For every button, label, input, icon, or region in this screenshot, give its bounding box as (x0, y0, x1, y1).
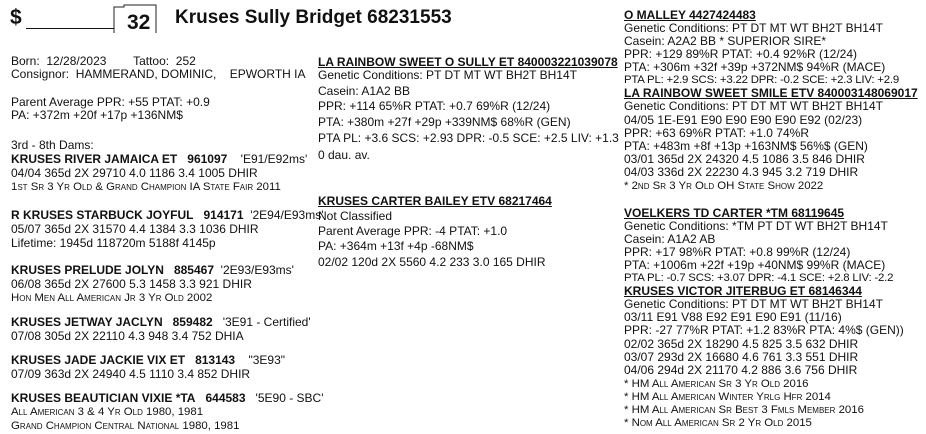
omalley-pta-pl: PTA PL: +2.9 SCS: +3.22 DPR: -0.2 SCE: +2.3 LIV: +2.9 (624, 74, 899, 86)
dam-6-reg: 644583 (205, 391, 246, 405)
omalley-ppr: PPR: +129 89%R PTAT: +0.4 92%R (12/24) (624, 47, 858, 61)
voelkers-pta-pl: PTA PL: -0.7 SCS: +3.07 DPR: -4.1 SCE: +2.8 LIV: -2.2 (624, 272, 894, 284)
dam-title: KRUSES CARTER BAILEY ETV 68217464 (318, 194, 552, 208)
parent-average-ppr: Parent Average PPR: +55 PTAT: +0.9 (11, 95, 210, 109)
born-label: Born: (11, 54, 40, 68)
dam-1-award: 1st Sr 3 Yr Old & Grand Champion IA State Fair 2011 (11, 181, 281, 193)
omalley-title: O MALLEY 4427424483 (624, 8, 756, 22)
voelkers-ppr: PPR: +17 98%R PTAT: +0.8 99%R (12/24) (624, 245, 851, 259)
dam-classified: Not Classified (318, 209, 393, 223)
dam-1-header (11, 153, 307, 166)
dam-5-record: 07/09 363d 2X 24940 4.5 1110 3.4 852 DHIR (11, 367, 251, 381)
consignor-location: EPWORTH IA (229, 67, 306, 81)
smile-title: LA RAINBOW SWEET SMILE ETV 840003148069017 (624, 86, 918, 100)
smile-pta: PTA: +483m +8f +13p +163NM$ 56%$ (GEN) (624, 139, 868, 153)
consignor-line (11, 68, 306, 81)
tattoo-value: 252 (175, 54, 196, 68)
victor-award-2: * HM All American Winter Yrlg Hfr 2014 (624, 391, 831, 403)
dam-1-score: 'E91/E92ms' (240, 152, 308, 166)
sire-ppr: PPR: +114 65%R PTAT: +0.7 69%R (12/24) (318, 99, 551, 113)
dam-2-name: R KRUSES STARBUCK JOYFUL (11, 208, 194, 222)
dam-1-record: 04/04 365d 2X 29710 4.0 1186 3.4 1005 DHIR (11, 166, 258, 180)
victor-award-3: * HM All American Sr Best 3 Fmls Member 2016 (624, 404, 864, 416)
sire-casein: Casein: A1A2 BB (318, 84, 411, 98)
sire-pta: PTA: +380m +27f +29p +339NM$ 68%R (GEN) (318, 115, 571, 129)
parent-average-pa: PA: +372m +20f +17p +136NM$ (11, 108, 183, 122)
dam-5-score: "3E93" (248, 353, 285, 367)
sire-genetic-conditions: Genetic Conditions: PT DT MT WT BH2T BH14T (318, 68, 577, 82)
dam-4-record: 07/08 305d 2X 22110 4.3 948 3.4 752 DHIA (11, 329, 244, 343)
dam-5-header (11, 354, 285, 367)
voelkers-title: VOELKERS TD CARTER *TM 68119645 (624, 206, 845, 220)
victor-record-1: 02/02 365d 2X 18290 4.5 825 3.5 632 DHIR (624, 337, 859, 351)
smile-genetic: Genetic Conditions: PT DT MT WT BH2T BH14T (624, 99, 883, 113)
dam-record: 02/02 120d 2X 5560 4.2 233 3.0 165 DHIR (318, 255, 546, 269)
dam-2-record: 05/07 365d 2X 31570 4.4 1384 3.3 1036 DHIR (11, 222, 259, 236)
smile-record-2: 04/03 336d 2X 22230 4.3 945 3.2 719 DHIR (624, 165, 859, 179)
dam-2-score: '2E94/E93ms' (250, 208, 324, 222)
dam-3-record: 06/08 365d 2X 27600 5.3 1458 3.3 921 DHIR (11, 277, 252, 291)
dam-6-score: '5E90 - SBC' (255, 391, 324, 405)
victor-record-3: 04/06 294d 2X 21170 4.2 886 3.6 756 DHIR (624, 363, 858, 377)
dam-pa: PA: +364m +13f +4p -68NM$ (318, 239, 474, 253)
dam-6-award-2: Grand Champion Central National 1980, 1981 (11, 420, 240, 432)
sire-title: LA RAINBOW SWEET O SULLY ET 840003221039078 (318, 55, 618, 69)
dam-2-reg: 914171 (203, 208, 244, 222)
smile-award: * 2nd Sr 3 Yr Old OH State Show 2022 (624, 180, 824, 192)
animal-title: Kruses Sully Bridget 68231553 (175, 7, 452, 28)
lot-number: 32 (127, 11, 151, 34)
victor-award-4: * Nom All American Sr 2 Yr Old 2015 (624, 417, 812, 429)
dams-heading: 3rd - 8th Dams: (11, 138, 94, 152)
victor-title: KRUSES VICTOR JITERBUG ET 68146344 (624, 284, 862, 298)
victor-scores: 03/11 E91 V88 E92 E91 E90 E91 (11/16) (624, 310, 842, 324)
tattoo-label: Tattoo: (133, 54, 170, 68)
voelkers-genetic: Genetic Conditions: *TM PT DT WT BH2T BH14T (624, 219, 888, 233)
born-date: 12/28/2023 (46, 54, 107, 68)
victor-award-1: * HM All American Sr 3 Yr Old 2016 (624, 378, 809, 390)
consignor-label: Consignor: (11, 67, 70, 81)
omalley-casein: Casein: A2A2 BB * SUPERIOR SIRE* (624, 34, 827, 48)
dam-3-name: KRUSES PRELUDE JOLYN (11, 263, 164, 277)
dam-3-header (11, 264, 294, 277)
dam-1-name: KRUSES RIVER JAMAICA ET (11, 152, 178, 166)
dam-6-award-1: All American 3 & 4 Yr Old 1980, 1981 (11, 406, 204, 418)
dam-ppr: Parent Average PPR: -4 PTAT: +1.0 (318, 224, 508, 238)
dam-4-header (11, 316, 311, 329)
voelkers-pta: PTA: +1006m +22f +19p +40NM$ 99%R (MACE) (624, 258, 886, 272)
dam-5-name: KRUSES JADE JACKIE VIX ET (11, 353, 186, 367)
smile-ppr: PPR: +63 69%R PTAT: +1.0 74%R (624, 126, 809, 140)
dam-2-header (11, 209, 324, 222)
victor-ppr: PPR: -27 77%R PTAT: +1.2 83%R PTA: 4%$ (GEN)) (624, 323, 904, 337)
consignor-name: HAMMERAND, DOMINIC, (75, 67, 217, 81)
dollar-sign: $ (10, 6, 22, 29)
omalley-genetic: Genetic Conditions: PT DT MT WT BH2T BH14T (624, 21, 883, 35)
dam-1-reg: 961097 (187, 152, 228, 166)
dam-3-reg: 885467 (173, 263, 214, 277)
sire-daughters: 0 dau. av. (318, 148, 370, 162)
dam-4-score: '3E91 - Certified' (222, 315, 311, 329)
dam-4-name: KRUSES JETWAY JACLYN (11, 315, 163, 329)
dam-3-award: Hon Men All American Jr 3 Yr Old 2002 (11, 292, 213, 304)
dam-6-name: KRUSES BEAUTICIAN VIXIE *TA (11, 391, 196, 405)
sire-pta-pl: PTA PL: +3.6 SCS: +2.93 DPR: -0.5 SCE: +2.5 LIV: +1.3 (318, 131, 619, 145)
victor-genetic: Genetic Conditions: PT DT MT WT BH2T BH14T (624, 297, 883, 311)
dam-6-header (11, 392, 324, 405)
omalley-pta: PTA: +306m +32f +39p +372NM$ 94%R (MACE) (624, 60, 886, 74)
voelkers-casein: Casein: A1A2 AB (624, 232, 716, 246)
dam-3-score: '2E93/E93ms' (220, 263, 294, 277)
victor-record-2: 03/07 293d 2X 16680 4.6 761 3.3 551 DHIR (624, 350, 859, 364)
dam-4-reg: 859482 (172, 315, 213, 329)
dam-2-lifetime: Lifetime: 1945d 118720m 5188f 4145p (11, 236, 216, 250)
price-line (26, 28, 114, 29)
smile-scores: 04/05 1E-E91 E90 E90 E90 E90 E92 (02/23) (624, 113, 863, 127)
dam-5-reg: 813143 (195, 353, 236, 367)
smile-record-1: 03/01 365d 2X 24320 4.5 1086 3.5 846 DHIR (624, 152, 865, 166)
